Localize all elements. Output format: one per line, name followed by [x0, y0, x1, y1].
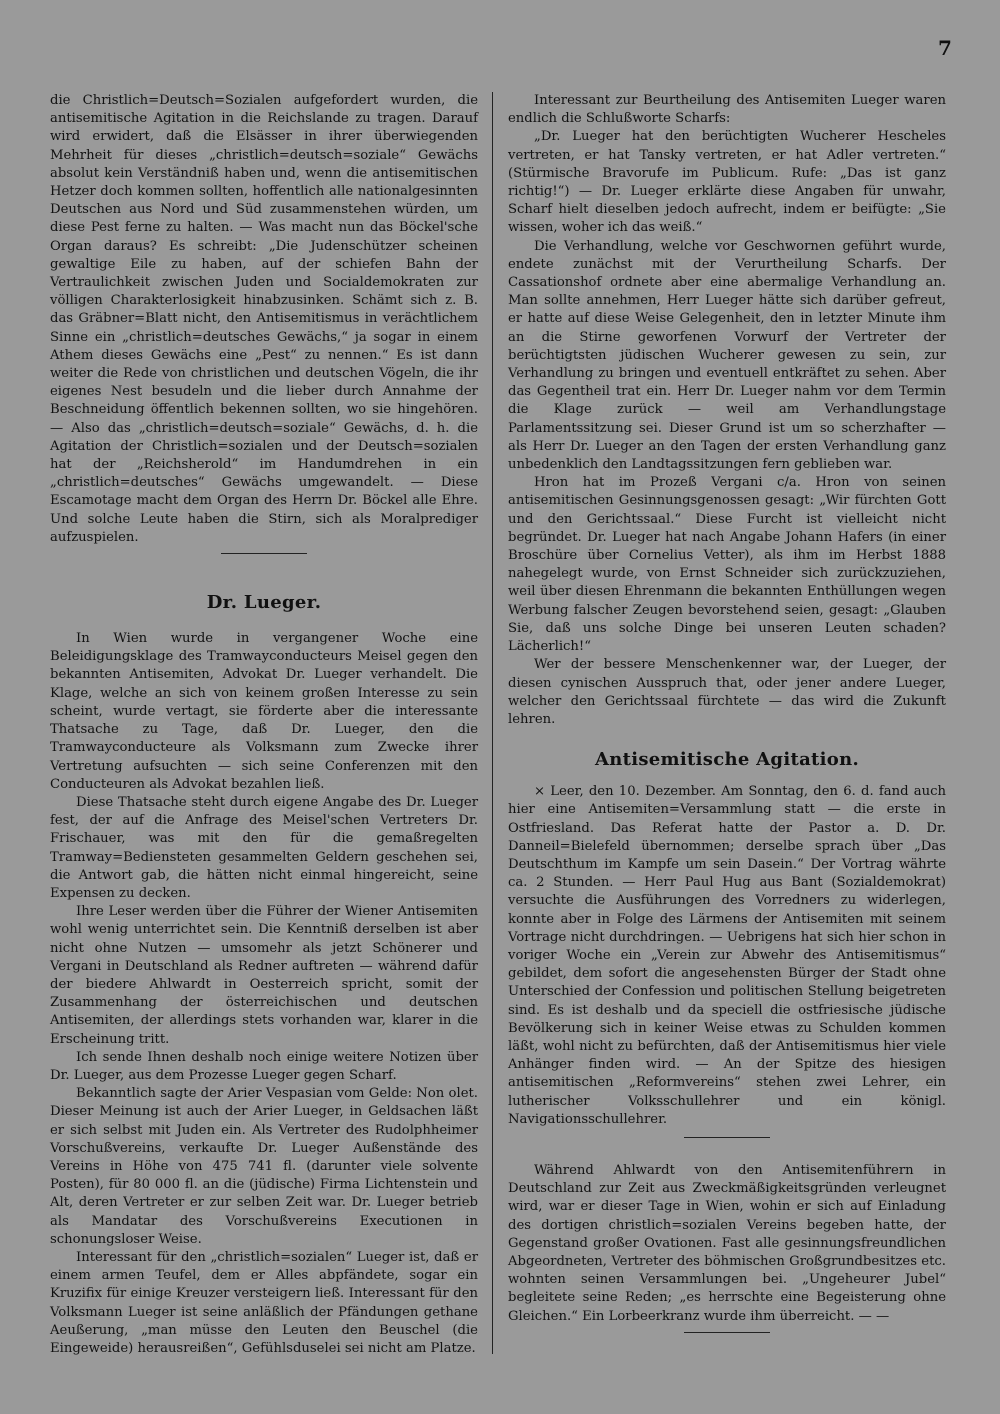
page-number: 7 [938, 36, 952, 60]
right-paragraph-1: Interessant zur Beurtheilung des Antisemiten Lueger waren endlich die Schlußworte Scharfs: [508, 93, 946, 127]
heading-antisemitische-agitation: Antisemitische Agitation. [594, 749, 860, 771]
intro-paragraph: die Christlich=Deutsch=Sozialen aufgefordert wurden, die antisemitische Agitation in die Reichslande zu tragen. Darauf wird erwidert, daß die Elsässer in ihrer überwiegenden Mehrheit für dieses „christlich=deutsch=soziale“ Gewächs absolut kein Verständniß haben und, wenn die antisemitischen Hetzer doch kommen sollten, hoffentlich alle nationalgesinnten Deutschen aus Nord und Süd zusammenstehen würden, um diese Pest ferne zu halten. — Was macht nun das Böckel'sche Organ daraus? Es schreibt: „Die Judenschützer scheinen gewaltige Eile zu haben, auf der schiefen Bahn der Vertraulichkeit zwischen Juden und Socialdemokraten zur völligen Charakterlosigkeit hinabzusinken. Schämt sich z. B. das Gräbner=Blatt nicht, den Antisemitismus in verächtlichem Sinne ein „christlich=deutsches Gewächs,“ ja sogar in einem Athem dieses Gewächs eine „Pest“ zu nennen.“ Es ist dann weiter die Rede von christlichen und deutschen Vögeln, die ihr eigenes Nest besudeln und die lieber durch Annahme der Beschneidung öffentlich bekennen sollten, wo sie hingehören. — Also das „christlich=deutsch=soziale“ Gewächs, d. h. die Agitation der Christlich=sozialen und der Deutsch=sozialen hat der „Reichsherold“ im Handumdrehen in ein „christlich=deutsches“ Gewächs umgewandelt. — Diese Escamotage macht dem Organ des Herrn Dr. Böckel alle Ehre. Und solche Leute haben die Stirn, sich als Moralprediger aufzuspielen. [50, 93, 478, 545]
section-divider [221, 553, 307, 554]
right-paragraph-4: Hron hat im Prozeß Vergani c/a. Hron von seinen antisemitischen Gesinnungsgenossen gesagt: „Wir fürchten Gott und den Gerichtssaal.“ Diese Furcht ist vielleicht nicht begründet. Dr. Lueger hat nach Angabe Johann Hafers (in einer Broschüre über Cornelius Vetter), als ihm im Herbst 1888 nahegelegt wurde, von Ernst Schneider sich zurückzuziehen, weil über diesen Ehrenmann die bekannten Enthüllungen wegen Werbung falscher Zeugen bevorstehend seien, gesagt: „Glauben Sie, daß uns solche Dinge bei unseren Leuten schaden? Lächerlich!“ [508, 475, 946, 655]
column-rule [492, 92, 493, 1354]
lueger-paragraph-5: Bekanntlich sagte der Arier Vespasian vom Gelde: Non olet. Dieser Meinung ist auch der Arier Lueger, in Geldsachen läßt er sich selbst mit Juden ein. Als Vertreter des Rudolphheimer Vorschußvereins, verkaufte Dr. Lueger Außenstände des Vereins in Höhe von 475 741 fl. (darunter viele solvente Posten), für 80 000 fl. an die (jüdische) Firma Lichtenstein und Alt, deren Vertreter er zur selben Zeit war. Dr. Lueger betrieb als Mandatar des Vorschußvereins Executionen in schonungsloser Weise. [50, 1086, 478, 1247]
lueger-paragraph-2: Diese Thatsache steht durch eigene Angabe des Dr. Lueger fest, der auf die Anfrage des Meisel'schen Vertreters Dr. Frischauer, was mit den für die gemaßregelten Tramway=Bediensteten gesammelten Geldern geschehen sei, die Antwort gab, die hätten nicht einmal hingereicht, seine Expensen zu decken. [50, 794, 478, 901]
lueger-paragraph-4: Ich sende Ihnen deshalb noch einige weitere Notizen über Dr. Lueger, aus dem Prozesse Lueger gegen Scharf. [50, 1049, 478, 1083]
right-column [508, 92, 946, 1333]
left-column [50, 92, 478, 1358]
lueger-paragraph-6: Interessant für den „christlich=sozialen“ Lueger ist, daß er einem armen Teufel, dem er Alles abpfändete, sogar ein Kruzifix für einige Kreuzer versteigern ließ. Interessant für den Volksmann Lueger ist seine anläßlich der Pfändungen gethane Aeußerung, „man müsse den Leuten den Beuschel (die Eingeweide) herausreißen“, Gefühlsduselei sei nicht am Platze. [50, 1249, 478, 1356]
end-divider [684, 1332, 770, 1333]
lueger-paragraph-1: In Wien wurde in vergangener Woche eine Beleidigungsklage des Tramwayconducteurs Meisel gegen den bekannten Antisemiten, Advokat Dr. Lueger verhandelt. Die Klage, welche an sich von keinem großen Interesse zu sein scheint, wurde vertagt, sie förderte aber die interessante Thatsache zu Tage, daß Dr. Lueger, den die Tramwayconducteure als Volksmann zum Zwecke ihrer Vertretung aufsuchten — sich seine Conferenzen mit den Conducteuren als Advokat bezahlen ließ. [50, 631, 478, 792]
section-divider [684, 1137, 770, 1138]
right-paragraph-5: Wer der bessere Menschenkenner war, der Lueger, der diesen cynischen Ausspruch that, oder jener andere Lueger, welcher den Gerichtssaal fürchtete — das wird die Zukunft lehren. [508, 657, 946, 727]
agitation-paragraph: × Leer, den 10. Dezember. Am Sonntag, den 6. d. fand auch hier eine Antisemiten=Versammlung statt — die erste in Ostfriesland. Das Referat hatte der Pastor a. D. Dr. Danneil=Bielefeld übernommen; derselbe sprach über „Das Deutschthum im Kampfe um sein Dasein.“ Der Vortrag währte ca. 2 Stunden. — Herr Paul Hug aus Bant (Sozialdemokrat) versuchte die Ausführungen des Vorredners zu widerlegen, konnte aber in Folge des Lärmens der Antisemiten mit seinem Vortrage nicht durchdringen. — Uebrigens hat sich hier schon in voriger Woche ein „Verein zur Abwehr des Antisemitismus“ gebildet, dem sofort die angesehensten Bürger der Stadt ohne Unterschied der Confession und politischen Stellung beigetreten sind. Es ist deshalb und da speciell die ostfriesische jüdische Bevölkerung sich in keiner Weise etwas zu Schulden kommen läßt, wohl nicht zu befürchten, daß der Antisemitismus hier viele Anhänger finden wird. — An der Spitze des hiesigen antisemitischen „Reformvereins“ stehen zwei Lehrer, ein lutherischer Volksschullehrer und ein königl. Navigationsschullehrer. [508, 784, 946, 1127]
ahlwardt-paragraph: Während Ahlwardt von den Antisemitenführern in Deutschland zur Zeit aus Zweckmäßigkeitsgründen verleugnet wird, war er dieser Tage in Wien, wohin er sich auf Einladung des dortigen christlich=sozialen Vereins begeben hatte, der Gegenstand großer Ovationen. Fast alle gesinnungsfreundlichen Abgeordneten, Vertreter des böhmischen Großgrundbesitzes etc. wohnten seinen Versammlungen bei. „Ungeheurer Jubel“ begleitete seine Reden; „es herrschte eine Begeisterung ohne Gleichen.“ Ein Lorbeerkranz wurde ihm überreicht. — — [508, 1162, 946, 1324]
heading-dr-lueger: Dr. Lueger. [206, 592, 322, 614]
right-paragraph-2: „Dr. Lueger hat den berüchtigten Wucherer Hescheles vertreten, er hat Tansky vertreten, er hat Adler vertreten.“ (Stürmische Bravorufe im Publicum. Rufe: „Das ist ganz richtig!“) — Dr. Lueger erklärte diese Angaben für unwahr, Scharf hielt dieselben jedoch aufrecht, indem er beifügte: „Sie wissen, woher ich das weiß.“ [508, 129, 946, 236]
lueger-paragraph-3: Ihre Leser werden über die Führer der Wiener Antisemiten wohl wenig unterrichtet sein. Die Kenntniß derselben ist aber nicht ohne Nutzen — umsomehr als jetzt Schönerer und Vergani in Deutschland als Redner auftreten — während dafür der biedere Ahlwardt in Oesterreich spricht, somit der Zusammenhang der österreichischen und deutschen Antisemiten, der allerdings stets vorhanden war, klarer in die Erscheinung tritt. [50, 904, 478, 1047]
right-paragraph-3: Die Verhandlung, welche vor Geschwornen geführt wurde, endete zunächst mit der Verurtheilung Scharfs. Der Cassationshof ordnete aber eine abermalige Verhandlung an. Man sollte annehmen, Herr Lueger hätte sich darüber gefreut, er hatte auf diese Weise Gelegenheit, den in letzter Minute ihm an die Stirne geworfenen Vorwurf der Vertreter der berüchtigtsten jüdischen Wucherer gewesen zu sein, zur Verhandlung zu bringen und eventuell entkräftet zu sehen. Aber das Gegentheil trat ein. Herr Dr. Lueger nahm vor dem Termin die Klage zurück — weil am Verhandlungstage Parlamentssitzung sei. Dieser Grund ist um so scherzhafter — als Herr Dr. Lueger an den Tagen der ersten Verhandlung ganz unbedenklich den Landtagssitzungen fern geblieben war. [508, 238, 946, 473]
